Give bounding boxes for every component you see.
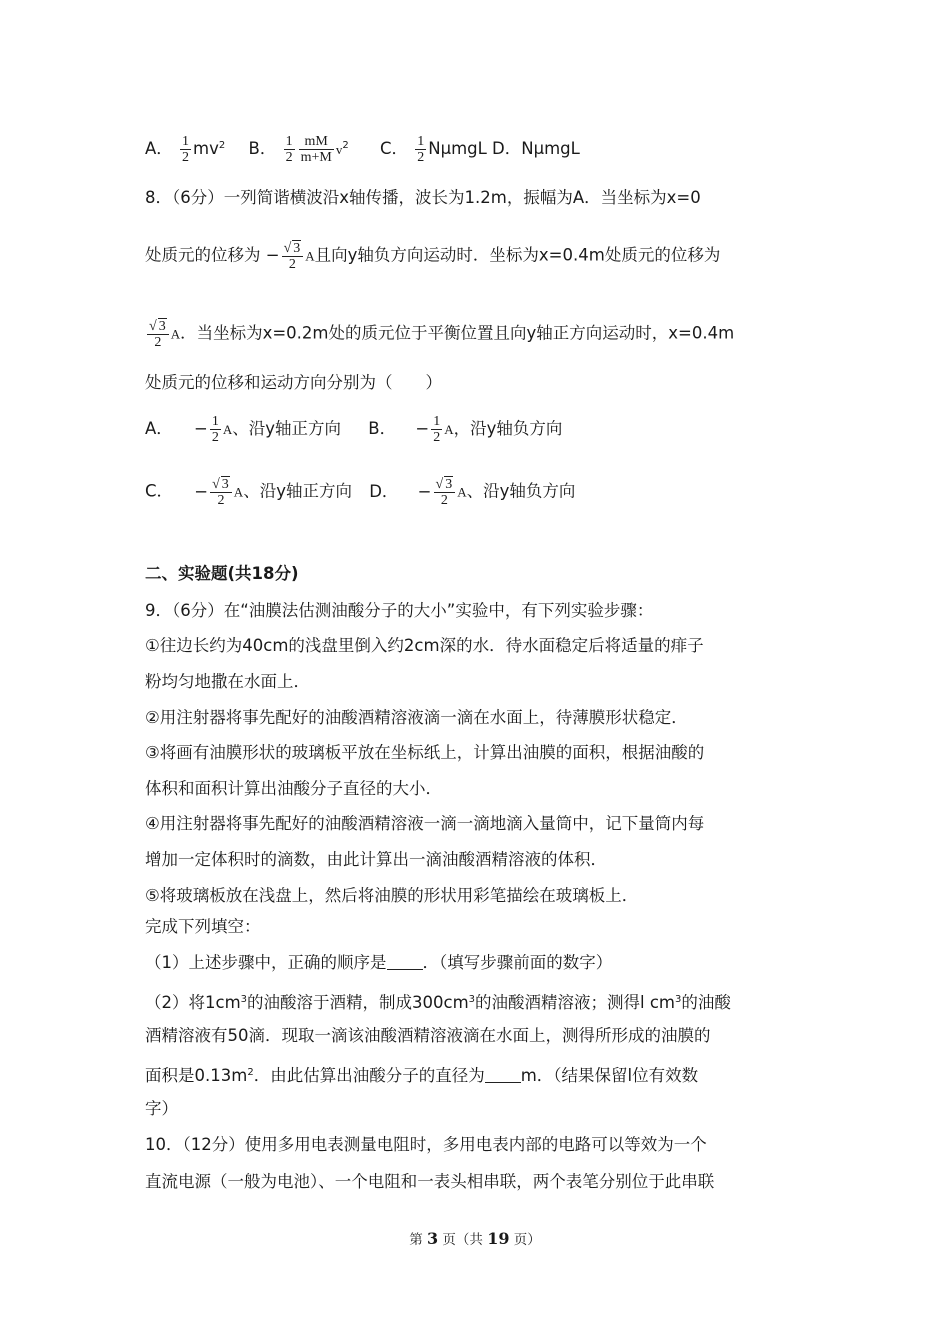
q8-option-b-label: B． [368, 419, 397, 438]
q9-part1-blank[interactable] [387, 955, 423, 970]
q9-step1b: 粉均匀地撒在水面上． [145, 672, 310, 691]
q7-b-fraction2: $\frac{mM}{m+M}$ [300, 134, 332, 165]
q8-frac-sqrt3-over-2b: $\frac{√ 3}{2}$ [147, 318, 169, 350]
page-footer: 第 3 页（共 19 页） [409, 1229, 541, 1248]
page-number: 3 [427, 1229, 439, 1248]
q8-line1: 8．（6分）一列简谐横波沿x轴传播，波长为1.2m，振幅为A．当坐标为x=0 [145, 188, 701, 207]
q9-step1a: ①往边长约为40cm的浅盘里倒入约2cm深的水．待水面稳定后将适量的痱子 [145, 636, 704, 655]
q10-line2: 直流电源（一般为电池）、一个电阻和一表头相串联，两个表笔分别位于此串联 [145, 1172, 715, 1191]
q10-line1: 10．（12分）使用多用电表测量电阻时，多用电表内部的电路可以等效为一个 [145, 1135, 707, 1154]
q9-step5: ⑤将玻璃板放在浅盘上，然后将油膜的形状用彩笔描绘在玻璃板上． [145, 886, 639, 905]
q9-part2-line1: （2）将$1cm^3$的油酸溶于酒精，制成$300cm^3$的油酸酒精溶液；测得l $cm^3$的油酸 [145, 993, 731, 1012]
q9-fill-heading: 完成下列填空： [145, 917, 261, 936]
q9-line1: 9．（6分）在“油膜法估测油酸分子的大小”实验中，有下列实验步骤： [145, 601, 654, 620]
q9-part2-line2: 酒精溶液有50滴．现取一滴该油酸酒精溶液滴在水面上，测得所形成的油膜的 [145, 1026, 711, 1045]
q8-line4: 处质元的位移和运动方向分别为（ ） [145, 373, 442, 392]
q7-a-fraction: $\frac{1}{2}$ [182, 134, 190, 165]
q8-line2: 处质元的位移为 − $\frac{√ 3}{2}$ A且向y轴负方向运动时．坐标为x=0.4m处质元的位移为 [145, 241, 721, 272]
q8-line3: $\frac{√ 3}{2}$ A．当坐标为x=0.2m处的质元位于平衡位置且向y轴正方向运动时，x=0.4m [149, 319, 735, 350]
q7-option-b-label: B． [248, 139, 277, 158]
q8-option-a-label: A． [145, 419, 173, 438]
section-heading: 二、实验题(共18分) [145, 564, 299, 583]
q9-part2-line3: 面积是$0.13m^2$．由此估算出油酸分子的直径为 m．（结果保留l位有效数 [145, 1066, 699, 1085]
q8-d-fraction: $\frac{√ 3}{2}$ [434, 476, 456, 508]
q9-step2: ②用注射器将事先配好的油酸酒精溶液滴一滴在水面上，待薄膜形状稳定． [145, 708, 688, 727]
q7-options: A． $\frac{1}{2}$ $mv^2$ B． $\frac{1}{2}$ $\frac{mM}{m+M}$ $v^2$ C． $\frac{1}{2}$ NμmgL D．NμmgL [145, 134, 580, 165]
q8-options-ab: A． − $\frac{1}{2}$ A、沿y轴正方向 B． − $\frac{1}{2}$ A，沿y轴负方向 [145, 414, 563, 445]
q8-option-d-label: D． [369, 481, 399, 501]
q7-option-c-label: C． [379, 139, 408, 158]
q9-part2-line4: 字） [145, 1099, 178, 1118]
q9-part1: （1）上述步骤中，正确的顺序是 ．（填写步骤前面的数字） [145, 953, 613, 972]
q8-option-c-label: C． [145, 481, 174, 501]
page-total: 19 [487, 1229, 510, 1248]
q9-step4a: ④用注射器将事先配好的油酸酒精溶液一滴一滴地滴入量筒中，记下量筒内每 [145, 814, 705, 833]
q8-frac-sqrt3-over-2: $\frac{√ 3}{2}$ [282, 240, 304, 272]
q8-a-fraction: $\frac{1}{2}$ [211, 414, 219, 445]
q8-options-cd: C． − $\frac{√ 3}{2}$ A、沿y轴正方向 D． − $\frac{√ 3}{2}$ A、沿y轴负方向 [145, 477, 576, 508]
q9-step3a: ③将画有油膜形状的玻璃板平放在坐标纸上，计算出油膜的面积，根据油酸的 [145, 743, 705, 762]
q7-b-text: v [335, 142, 343, 157]
q7-option-a-label: A． [145, 139, 173, 158]
q7-a-text: mv [193, 139, 219, 158]
q9-part2-blank[interactable] [485, 1068, 521, 1083]
q7-c-fraction: $\frac{1}{2}$ [417, 134, 425, 165]
q9-step3b: 体积和面积计算出油酸分子直径的大小． [145, 779, 442, 798]
q9-step4b: 增加一定体积时的滴数，由此计算出一滴油酸酒精溶液的体积． [145, 850, 607, 869]
q8-b-fraction: $\frac{1}{2}$ [433, 414, 441, 445]
q8-c-fraction: $\frac{√ 3}{2}$ [210, 476, 232, 508]
q7-b-fraction1: $\frac{1}{2}$ [285, 134, 293, 165]
q7-cd-text: NμmgL D．NμmgL [428, 139, 580, 158]
